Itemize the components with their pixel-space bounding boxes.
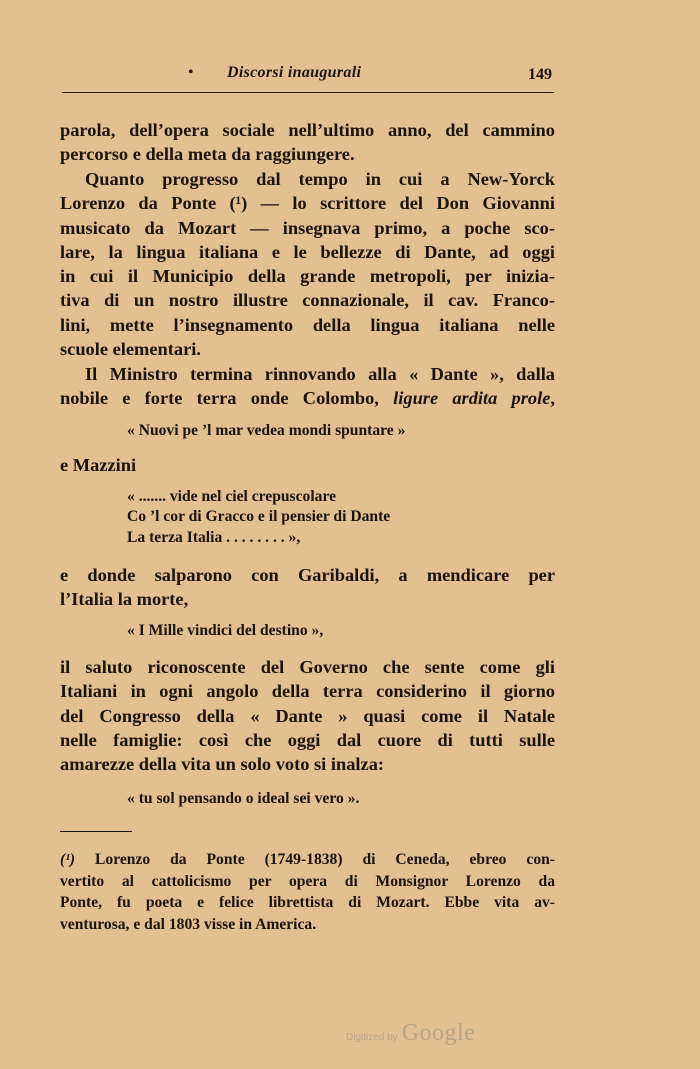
poem-line: La terza Italia . . . . . . . . »,	[127, 528, 301, 546]
text-line: del Congresso della « Dante » quasi come il Natale	[60, 705, 555, 726]
text-line: Quanto progresso dal tempo in cui a New-Yorck	[85, 169, 555, 189]
quotation-3: « tu sol pensando o ideal sei vero ».	[127, 790, 360, 807]
text-line: Il Ministro termina rinnovando alla « Dante », dalla	[85, 364, 555, 384]
text-line: amarezze della vita un solo voto si inalza:	[60, 754, 385, 775]
paragraph-5	[60, 655, 555, 776]
paragraph-2	[60, 167, 555, 361]
footnote-rule	[60, 831, 132, 832]
text-line: e donde salparono con Garibaldi, a mendicare per	[60, 565, 555, 585]
text-line: nelle famiglie: così che oggi dal cuore di tutti sulle	[60, 729, 555, 750]
text-line: il saluto riconoscente del Governo che sente come gli	[60, 657, 555, 677]
mazzini-line	[60, 453, 555, 477]
poem-line: « ....... vide nel ciel crepuscolare	[127, 488, 337, 505]
text-line: e Mazzini	[60, 455, 137, 475]
text-line: in cui il Municipio della grande metropoli, per inizia-	[60, 266, 555, 287]
footnote-marker: (¹)	[60, 851, 76, 868]
text-line: Italiani in ogni angolo della terra considerino il giorno	[60, 681, 555, 702]
text-line: l’Italia la morte,	[60, 589, 189, 610]
footnote-line: vertito al cattolicismo per opera di Monsignor Lorenzo da	[60, 872, 555, 890]
footnote	[60, 849, 555, 935]
poem-quotation	[127, 487, 390, 548]
footnote-line: Ponte, fu poeta e felice librettista di Mozart. Ebbe vita av-	[60, 894, 555, 912]
text-line: parola, dell’opera sociale nell’ultimo anno, del cammino	[60, 120, 555, 140]
running-title: Discorsi inaugurali	[227, 64, 362, 81]
text-line: lini, mette l’insegnamento della lingua italiana nelle	[60, 314, 555, 335]
footnote-line: venturosa, e dal 1803 visse in America.	[60, 915, 317, 933]
google-logo: Google	[401, 1020, 476, 1046]
text-line: lare, la lingua italiana e le bellezze di Dante, ad oggi	[60, 241, 555, 262]
quotation-2: « I Mille vindici del destino »,	[127, 622, 324, 639]
text-line: musicato da Mozart — insegnava primo, a poche sco-	[60, 217, 555, 238]
footnote-line	[60, 849, 555, 871]
text-line	[60, 386, 555, 410]
header-rule	[62, 92, 554, 93]
text-line: tiva di un nostro illustre connazionale, il cav. Franco-	[60, 290, 555, 311]
page-number: 149	[528, 66, 552, 83]
text-fragment: ,	[550, 388, 555, 409]
watermark-prefix: Digitized by	[346, 1032, 398, 1043]
paragraph-1	[60, 118, 555, 167]
header-ornament: •	[188, 64, 194, 81]
text-line: Lorenzo da Ponte (¹) — lo scrittore del Don Giovanni	[60, 193, 555, 214]
paragraph-3	[60, 362, 555, 411]
digitized-watermark	[346, 1020, 475, 1047]
paragraph-4	[60, 563, 555, 612]
poem-line: Co ’l cor di Gracco e il pensier di Dante	[127, 508, 391, 526]
text-line: scuole elementari.	[60, 339, 201, 360]
text-line: percorso e della meta da raggiungere.	[60, 144, 355, 165]
text-fragment: Lorenzo da Ponte (1749-1838) di Ceneda, ebreo con-	[75, 851, 555, 868]
italic-phrase: ligure ardita prole	[393, 388, 551, 409]
text-fragment: nobile e forte terra onde Colombo,	[60, 388, 394, 409]
quotation-1: « Nuovi pe ’l mar vedea mondi spuntare »	[127, 422, 406, 439]
